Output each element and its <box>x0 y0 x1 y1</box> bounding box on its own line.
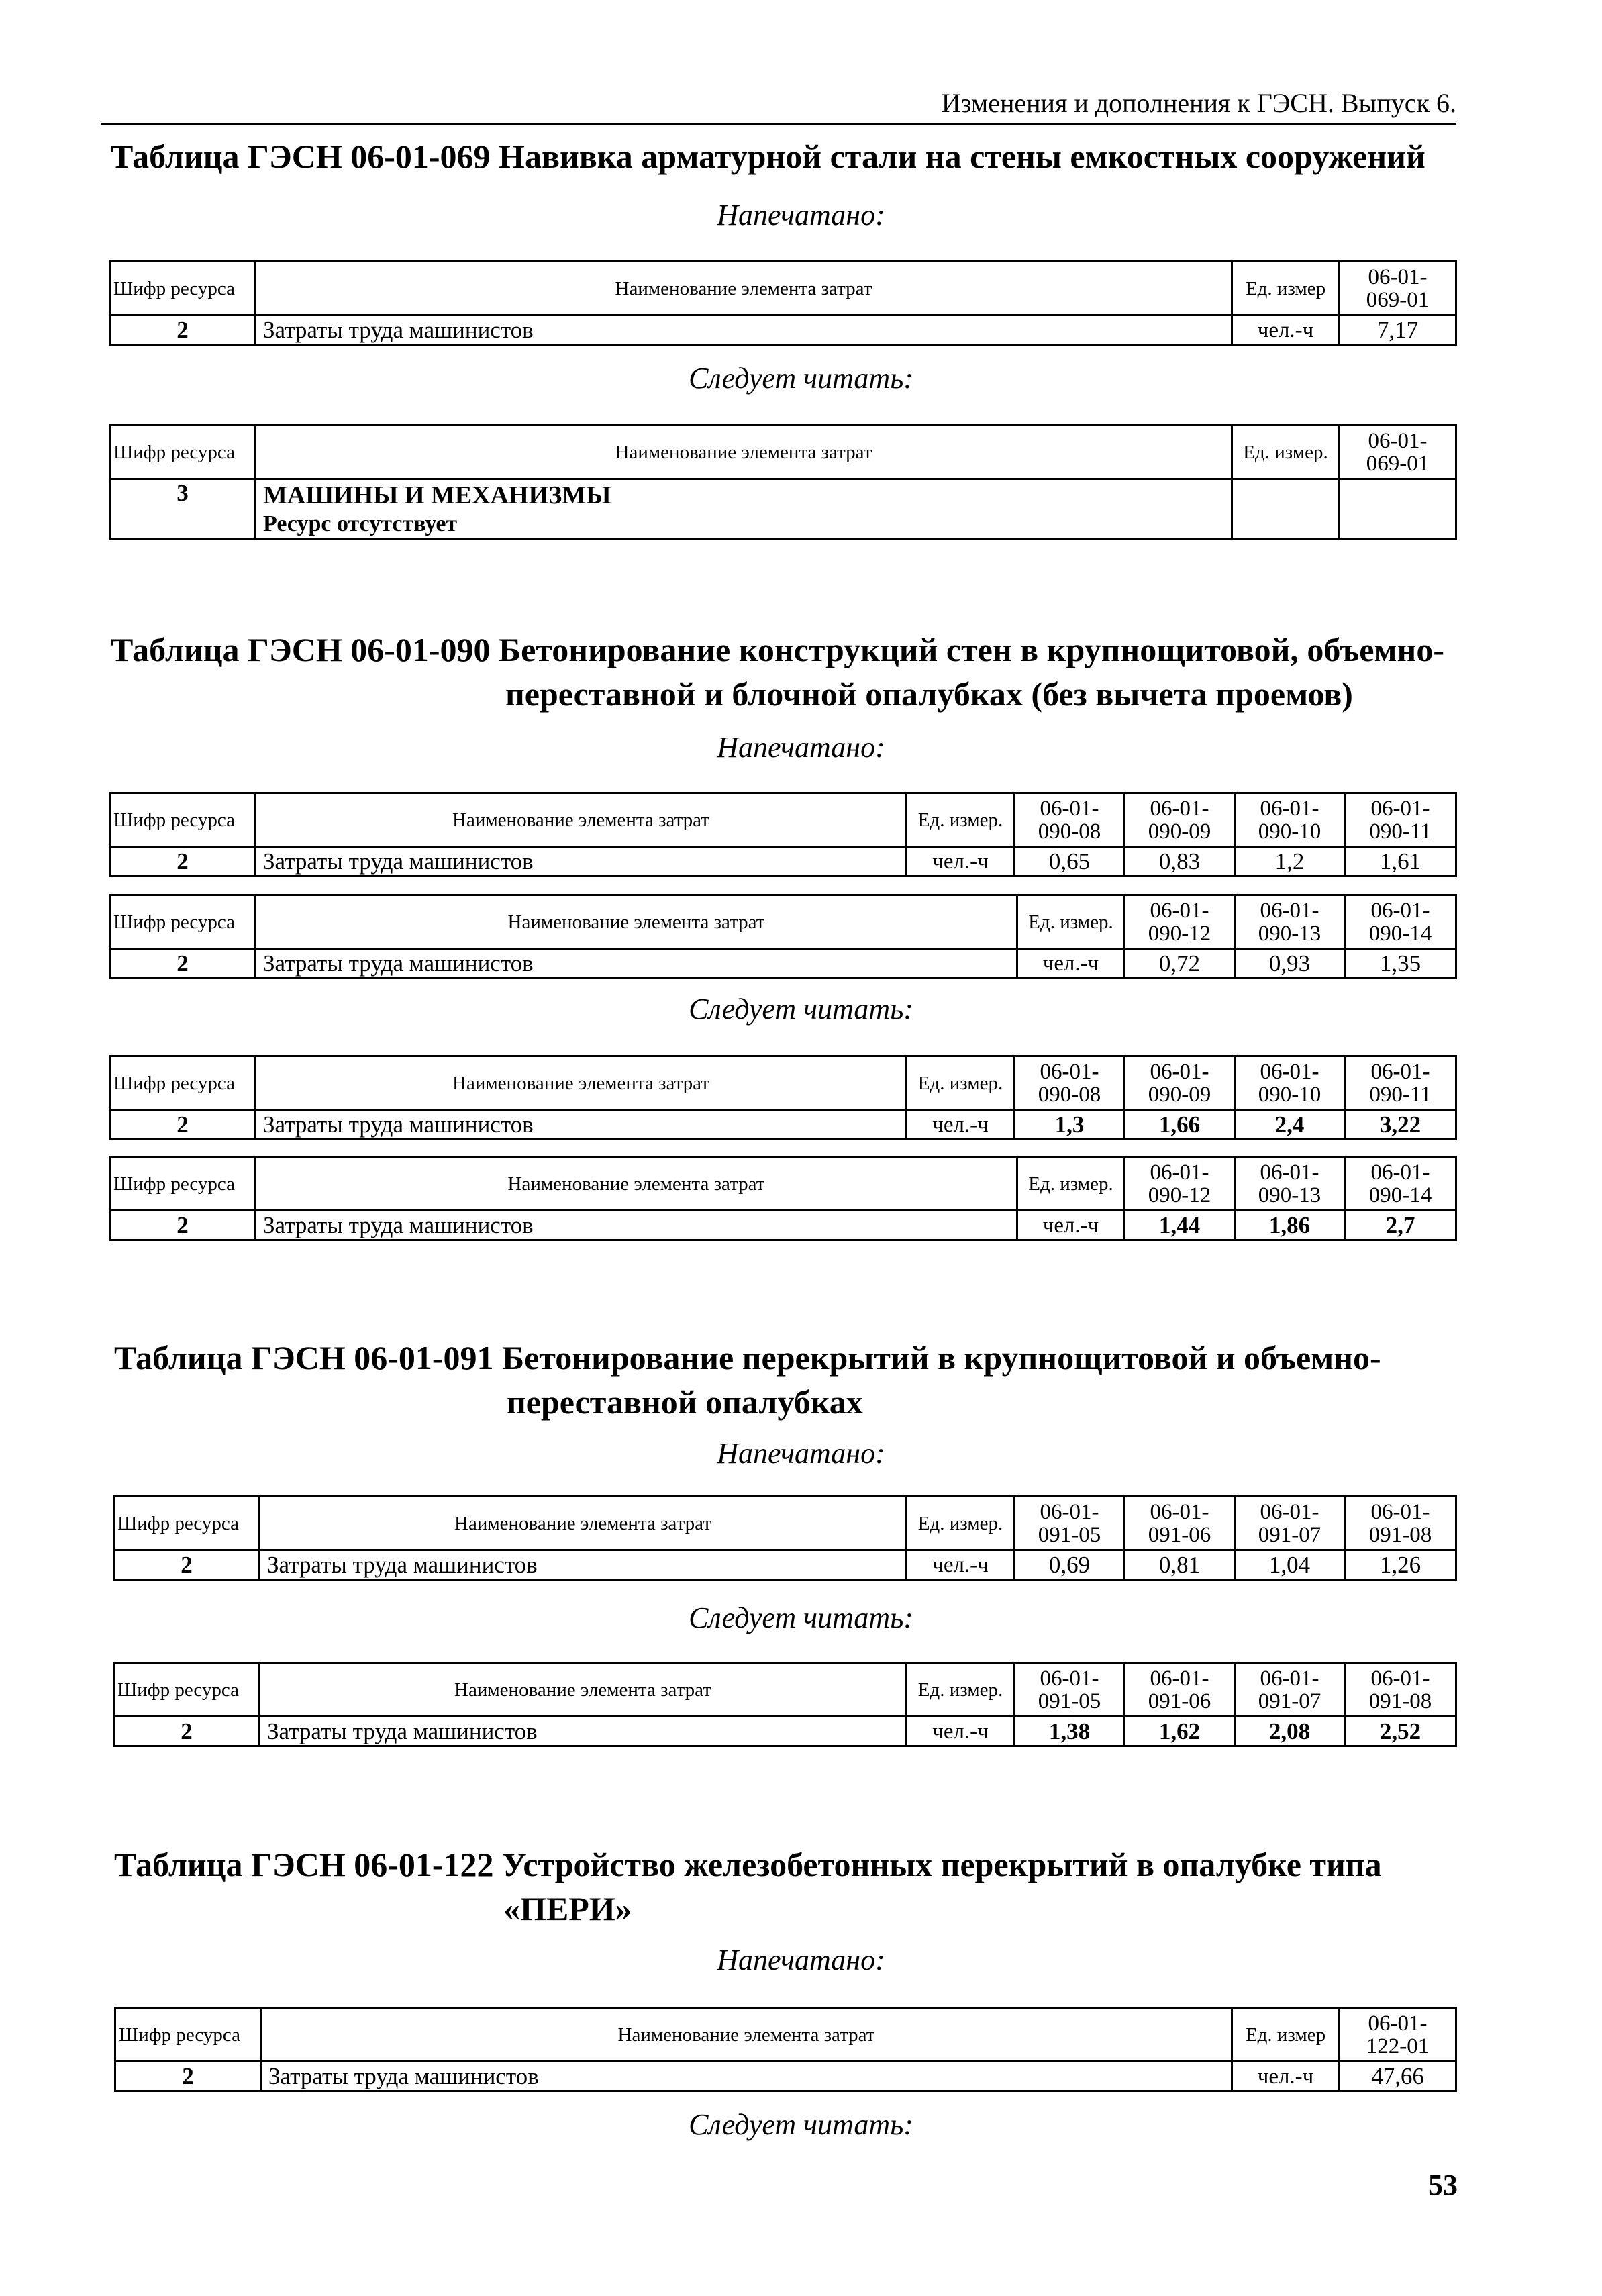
table-090-corrected-b <box>109 1156 1457 1241</box>
caption-printed: Напечатано: <box>717 1944 885 1977</box>
title-line-2: «ПЕРИ» <box>503 1890 632 1928</box>
unit: чел.-ч <box>1017 1211 1125 1240</box>
col-code <box>1125 1663 1235 1717</box>
value: 0,65 <box>1015 847 1125 877</box>
code-suffix: 090-14 <box>1368 921 1432 946</box>
col-code <box>1345 1157 1456 1211</box>
table-header-row <box>110 1056 1456 1110</box>
col-unit: Ед. измер. <box>907 1497 1015 1550</box>
col-resource: Шифр ресурса <box>110 793 256 847</box>
code-suffix: 090-12 <box>1148 1183 1211 1207</box>
value: 1,35 <box>1345 949 1456 979</box>
col-code <box>1235 793 1345 847</box>
col-code <box>1015 1663 1125 1717</box>
table-row <box>115 2062 1456 2091</box>
col-unit: Ед. измер. <box>1017 1157 1125 1211</box>
title-line-2: переставной опалубках <box>507 1383 863 1421</box>
resource-code: 2 <box>110 1110 256 1140</box>
code-prefix: 06-01- <box>1040 796 1099 821</box>
code-prefix: 06-01- <box>1260 1059 1319 1084</box>
resource-absent: Ресурс отсутствует <box>263 511 458 536</box>
col-code <box>1340 426 1456 479</box>
page-header: Изменения и дополнения к ГЭСН. Выпуск 6. <box>101 87 1456 125</box>
table-069-printed <box>109 260 1457 346</box>
code-prefix: 06-01- <box>1368 264 1428 289</box>
resource-code: 3 <box>110 479 256 539</box>
col-name: Наименование элемента затрат <box>256 426 1232 479</box>
value: 0,81 <box>1125 1550 1235 1580</box>
resource-group: МАШИНЫ И МЕХАНИЗМЫ <box>263 481 611 509</box>
code-suffix: 069-01 <box>1366 287 1430 312</box>
code-suffix: 090-10 <box>1258 1082 1321 1107</box>
title-line-1: Таблица ГЭСН 06-01-091 Бетонирование перекрытий в крупнощитовой и объемно- <box>114 1339 1381 1377</box>
col-name: Наименование элемента затрат <box>260 1497 907 1550</box>
code-prefix: 06-01- <box>1150 1666 1209 1691</box>
code-prefix: 06-01- <box>1260 1666 1319 1691</box>
code-prefix: 06-01- <box>1260 898 1319 923</box>
table-090-corrected-a <box>109 1055 1457 1140</box>
value: 1,26 <box>1345 1550 1456 1580</box>
value: 1,62 <box>1125 1717 1235 1746</box>
col-code <box>1345 895 1456 949</box>
table-header-row <box>110 262 1456 315</box>
col-code <box>1345 1056 1456 1110</box>
code-prefix: 06-01- <box>1370 1160 1430 1185</box>
col-unit: Ед. измер. <box>907 1056 1015 1110</box>
title-line-2: переставной и блочной опалубках (без вычета проемов) <box>505 675 1353 713</box>
value: 47,66 <box>1340 2062 1456 2091</box>
col-resource: Шифр ресурса <box>110 1157 256 1211</box>
unit <box>1232 479 1340 539</box>
col-code <box>1235 1497 1345 1550</box>
value: 1,66 <box>1125 1110 1235 1140</box>
code-suffix: 091-05 <box>1038 1522 1101 1547</box>
code-prefix: 06-01- <box>1040 1666 1099 1691</box>
col-resource: Шифр ресурса <box>110 1056 256 1110</box>
resource-code: 2 <box>114 1717 260 1746</box>
resource-code: 2 <box>115 2062 261 2091</box>
section-title-091 <box>114 1336 1381 1424</box>
title-line-1: Таблица ГЭСН 06-01-122 Устройство железобетонных перекрытий в опалубке типа <box>114 1846 1382 1883</box>
code-prefix: 06-01- <box>1260 796 1319 821</box>
code-prefix: 06-01- <box>1040 1499 1099 1524</box>
code-prefix: 06-01- <box>1370 898 1430 923</box>
code-prefix: 06-01- <box>1260 1160 1319 1185</box>
value: 1,86 <box>1235 1211 1345 1240</box>
table-header-row <box>114 1497 1456 1550</box>
table-069-corrected <box>109 424 1457 540</box>
col-name: Наименование элемента затрат <box>260 1663 907 1717</box>
col-name: Наименование элемента затрат <box>256 895 1017 949</box>
caption-should-read: Следует читать: <box>689 1601 913 1634</box>
code-prefix: 06-01- <box>1370 1666 1430 1691</box>
col-name: Наименование элемента затрат <box>256 262 1232 315</box>
col-code <box>1340 2008 1456 2062</box>
code-prefix: 06-01- <box>1150 1059 1209 1084</box>
col-code <box>1015 1056 1125 1110</box>
code-prefix: 06-01- <box>1370 796 1430 821</box>
table-row <box>114 1550 1456 1580</box>
code-suffix: 090-12 <box>1148 921 1211 946</box>
unit: чел.-ч <box>1017 949 1125 979</box>
value: 2,08 <box>1235 1717 1345 1746</box>
table-091-printed <box>113 1495 1457 1581</box>
col-resource: Шифр ресурса <box>115 2008 261 2062</box>
cost-name: Затраты труда машинистов <box>256 315 1232 345</box>
code-prefix: 06-01- <box>1150 1499 1209 1524</box>
resource-code: 2 <box>110 1211 256 1240</box>
col-resource: Шифр ресурса <box>110 426 256 479</box>
col-name: Наименование элемента затрат <box>256 1157 1017 1211</box>
col-code <box>1125 1056 1235 1110</box>
table-090-printed-a <box>109 792 1457 877</box>
value: 0,83 <box>1125 847 1235 877</box>
table-row <box>114 1717 1456 1746</box>
code-suffix: 091-05 <box>1038 1689 1101 1713</box>
table-header-row <box>110 426 1456 479</box>
code-suffix: 090-13 <box>1258 1183 1321 1207</box>
code-suffix: 091-07 <box>1258 1689 1321 1713</box>
table-122-printed <box>114 2007 1457 2092</box>
table-header-row <box>110 1157 1456 1211</box>
value: 0,69 <box>1015 1550 1125 1580</box>
col-code <box>1015 1497 1125 1550</box>
value: 2,7 <box>1345 1211 1456 1240</box>
caption-should-read: Следует читать: <box>689 2108 913 2141</box>
code-prefix: 06-01- <box>1368 2011 1428 2036</box>
table-row <box>110 847 1456 877</box>
value: 0,93 <box>1235 949 1345 979</box>
col-name: Наименование элемента затрат <box>256 1056 907 1110</box>
code-suffix: 090-11 <box>1369 819 1432 844</box>
caption-printed: Напечатано: <box>717 1437 885 1470</box>
value: 1,38 <box>1015 1717 1125 1746</box>
cost-name: Затраты труда машинистов <box>260 1550 907 1580</box>
code-prefix: 06-01- <box>1150 796 1209 821</box>
code-prefix: 06-01- <box>1150 898 1209 923</box>
unit: чел.-ч <box>907 1110 1015 1140</box>
col-code <box>1125 1497 1235 1550</box>
table-091-corrected <box>113 1662 1457 1747</box>
section-title-090 <box>111 628 1444 716</box>
value: 1,04 <box>1235 1550 1345 1580</box>
col-unit: Ед. измер. <box>907 793 1015 847</box>
col-code <box>1345 793 1456 847</box>
col-resource: Шифр ресурса <box>110 262 256 315</box>
code-prefix: 06-01- <box>1150 1160 1209 1185</box>
value: 3,22 <box>1345 1110 1456 1140</box>
col-code <box>1235 1157 1345 1211</box>
col-code <box>1235 895 1345 949</box>
unit: чел.-ч <box>907 1717 1015 1746</box>
caption-should-read: Следует читать: <box>689 362 913 395</box>
code-suffix: 090-14 <box>1368 1183 1432 1207</box>
section-title-122 <box>114 1842 1382 1931</box>
code-prefix: 06-01- <box>1368 428 1428 453</box>
value: 1,61 <box>1345 847 1456 877</box>
value: 1,2 <box>1235 847 1345 877</box>
col-code <box>1345 1497 1456 1550</box>
code-suffix: 090-08 <box>1038 1082 1101 1107</box>
value: 0,72 <box>1125 949 1235 979</box>
code-suffix: 090-13 <box>1258 921 1321 946</box>
value: 1,44 <box>1125 1211 1235 1240</box>
table-090-printed-b <box>109 894 1457 979</box>
cost-name: Затраты труда машинистов <box>256 949 1017 979</box>
col-code <box>1235 1663 1345 1717</box>
value: 2,4 <box>1235 1110 1345 1140</box>
cost-name: Затраты труда машинистов <box>260 1717 907 1746</box>
table-row <box>110 1211 1456 1240</box>
col-code <box>1125 793 1235 847</box>
col-resource: Шифр ресурса <box>114 1497 260 1550</box>
value: 1,3 <box>1015 1110 1125 1140</box>
table-row <box>110 315 1456 345</box>
code-prefix: 06-01- <box>1370 1499 1430 1524</box>
caption-should-read: Следует читать: <box>689 993 913 1026</box>
title-line-1: Таблица ГЭСН 06-01-090 Бетонирование конструкций стен в крупнощитовой, объемно- <box>111 631 1444 668</box>
col-unit: Ед. измер. <box>1017 895 1125 949</box>
cost-name: Затраты труда машинистов <box>256 847 907 877</box>
col-code <box>1340 262 1456 315</box>
code-suffix: 090-09 <box>1148 1082 1211 1107</box>
unit: чел.-ч <box>1232 315 1340 345</box>
cost-name: Затраты труда машинистов <box>256 1110 907 1140</box>
col-code <box>1125 895 1235 949</box>
cost-name: Затраты труда машинистов <box>256 1211 1017 1240</box>
resource-code: 2 <box>110 949 256 979</box>
unit: чел.-ч <box>907 847 1015 877</box>
table-row <box>110 1110 1456 1140</box>
value: 2,52 <box>1345 1717 1456 1746</box>
code-suffix: 091-08 <box>1368 1689 1432 1713</box>
col-resource: Шифр ресурса <box>114 1663 260 1717</box>
code-suffix: 069-01 <box>1366 451 1430 476</box>
code-suffix: 090-11 <box>1369 1082 1432 1107</box>
code-prefix: 06-01- <box>1370 1059 1430 1084</box>
col-code <box>1235 1056 1345 1110</box>
code-suffix: 091-06 <box>1148 1522 1211 1547</box>
value <box>1340 479 1456 539</box>
code-suffix: 090-10 <box>1258 819 1321 844</box>
code-prefix: 06-01- <box>1260 1499 1319 1524</box>
code-suffix: 091-07 <box>1258 1522 1321 1547</box>
col-unit: Ед. измер <box>1232 2008 1340 2062</box>
code-prefix: 06-01- <box>1040 1059 1099 1084</box>
code-suffix: 090-09 <box>1148 819 1211 844</box>
code-suffix: 122-01 <box>1366 2034 1430 2058</box>
cost-name: Затраты труда машинистов <box>261 2062 1232 2091</box>
table-row <box>110 949 1456 979</box>
table-header-row <box>115 2008 1456 2062</box>
col-unit: Ед. измер. <box>1232 426 1340 479</box>
table-header-row <box>114 1663 1456 1717</box>
page-number: 53 <box>1428 2168 1458 2201</box>
col-name: Наименование элемента затрат <box>256 793 907 847</box>
col-code <box>1345 1663 1456 1717</box>
resource-code: 2 <box>110 315 256 345</box>
code-suffix: 091-08 <box>1368 1522 1432 1547</box>
caption-printed: Напечатано: <box>717 731 885 764</box>
unit: чел.-ч <box>1232 2062 1340 2091</box>
table-header-row <box>110 793 1456 847</box>
col-unit: Ед. измер <box>1232 262 1340 315</box>
col-unit: Ед. измер. <box>907 1663 1015 1717</box>
table-row <box>110 479 1456 539</box>
resource-code: 2 <box>110 847 256 877</box>
value: 7,17 <box>1340 315 1456 345</box>
resource-code: 2 <box>114 1550 260 1580</box>
col-name: Наименование элемента затрат <box>261 2008 1232 2062</box>
unit: чел.-ч <box>907 1550 1015 1580</box>
caption-printed: Напечатано: <box>717 199 885 232</box>
col-code <box>1015 793 1125 847</box>
cost-name <box>256 479 1232 539</box>
section-title-069: Таблица ГЭСН 06-01-069 Навивка арматурной стали на стены емкостных сооружений <box>111 138 1425 175</box>
col-resource: Шифр ресурса <box>110 895 256 949</box>
col-code <box>1125 1157 1235 1211</box>
table-header-row <box>110 895 1456 949</box>
code-suffix: 091-06 <box>1148 1689 1211 1713</box>
code-suffix: 090-08 <box>1038 819 1101 844</box>
